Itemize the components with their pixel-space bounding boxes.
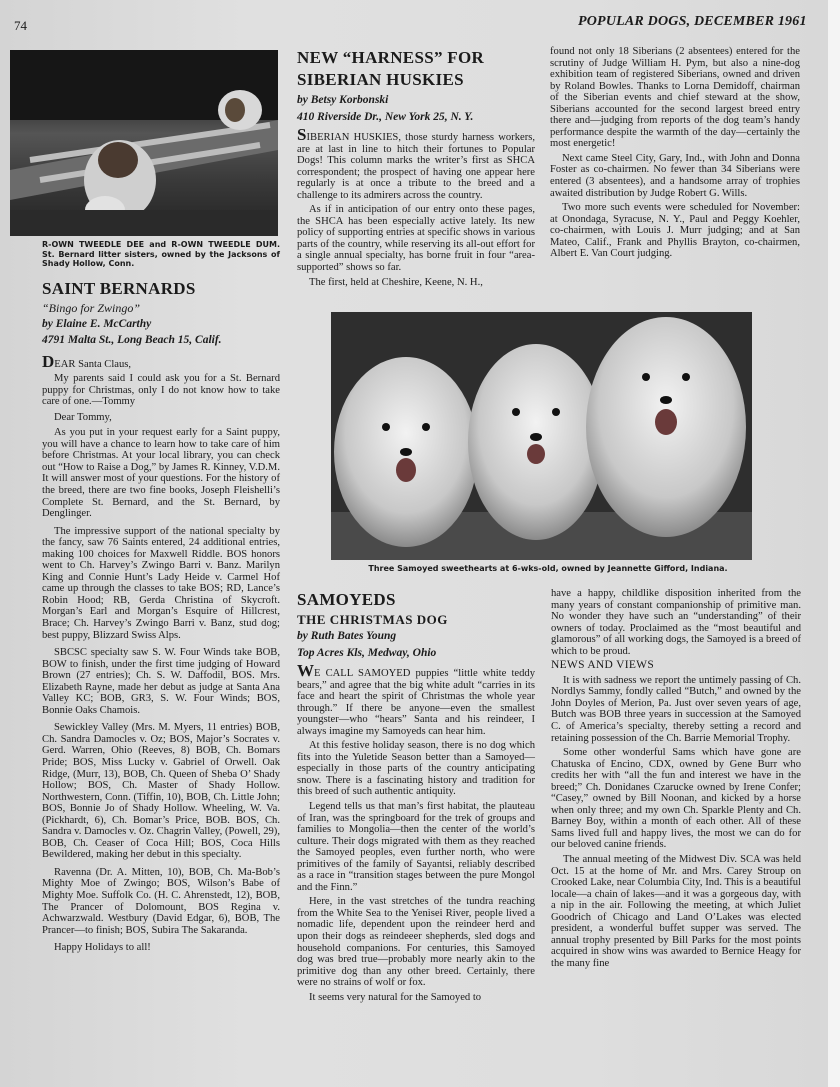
paragraph: Legend tells us that man’s first habitat, the plauteau of Iran, was the springboard for the trek of groups and families to Mongolia—then the center of the world’s culture. Their dogs migrated with them as they reached the Samoyed peoples, even further north, who were primitives of the family of Sayantsi, reliably described as a race in “transition stages between the pure Mongol and the Finn.” [297,801,535,893]
drop-cap: D [42,351,55,371]
news-and-views-heading: NEWS AND VIEWS [551,659,655,672]
left-column [42,240,280,957]
huskies-column [297,48,535,291]
huskies-address: 410 Riverside Dr., New York 25, N. Y. [297,110,474,123]
page-edge [828,0,840,1087]
samoyeds-title: SAMOYEDS [297,590,396,609]
paragraph: My parents said I could ask you for a St. Bernard puppy for Christmas, only I do not know how to take care of one.—Tommy [42,373,280,408]
running-head: POPULAR DOGS, DECEMBER 1961 [578,14,807,29]
st-bernard-photo-caption: R-OWN TWEEDLE DEE and R-OWN TWEEDLE DUM. St. Bernard litter sisters, owned by the Jacksons of Shady Hollow, Conn. [42,240,280,268]
paragraph: Here, in the vast stretches of the tundra reaching from the White Sea to the Yenisei River, people lived a nomadic life, dependent upon the reindeer herd and upon their dogs as reindeeer shepherds, sled dogs and household companions. For centuries, this Samoyed dog was bred true—probably more nearly akin to the primitive dog than any other breed. Certainly, there were no strains of wolf or fox. [297,896,535,989]
paragraph: The impressive support of the national specialty by the fancy, saw 76 Saints entered, 24 additional entries, making 100 choices for Maxwell Riddle. BOS honors went to Ch. Harvey’s Zwingo Barri v. Banz. Marilyn King and Connie Hunt’s Lady Heide v. Carmel Hof came up through the classes to take BOS; RD, Lance’s Robin Hood; RB, Gerda Christina of Skycroft. Morgan’s Earl and Morgan’s Esquire of Hillcrest, Brace; Ch. Harvey’s Zwingo Barri v. Banz, stud dog; best puppy, Blizzard Swiss Alps. [42,525,280,641]
drop-cap: S [297,125,307,144]
paragraph: Two more such events were scheduled for November: at Onondaga, Syracuse, N. Y., Paul and Peggy Koehler, co-chairmen, with Louis J. Murr judging; and at San Mateo, Calif., Frank and Phyllis Brayton, co-chairmen, Albert E. Van Court judging. [550,202,800,260]
paragraph: As you put in your request early for a Saint puppy, you will have a chance to learn how to take care of him before Christmas. At your local library, you can check out “How to Raise a Dog,” by James R. Kinney, V.D.M. It will answer most of your questions. For the history of the breed, there are two fine books, Joseph Fleishelli’s Complete St. Bernard, and the St. Bernard, by Denglinger. [42,427,280,520]
paragraph: As if in anticipation of our entry onto these pages, the SHCA has been especially active lately. Its new policy of supporting entries at specific shows in various parts of the country, while reserving its all-out effort for a single annual specialty, has borne fruit in four “area-supported” shows so far. [297,204,535,274]
samoyeds-address: Top Acres Kls, Medway, Ohio [297,646,437,659]
paragraph: Happy Holidays to all! [54,942,151,954]
paragraph: WE CALL SAMOYED puppies “little white teddy bears,” and agree that the big white adult “carries in its face and heart the spirit of Christmas the whole year through.” If there be anyone—even the smallest youngster—who “hears” Santa and his reindeer, I always imagine my Samoyeds can hear him. [297,661,535,737]
samoyeds-column [297,590,535,1006]
paragraph: At this festive holiday season, there is no dog which fits into the Yuletide Season better than a Samoyed—especially in those parts of the country anticipating snow. There is a fascinating history and tradition for this breed of such authentic antiquity. [297,740,535,798]
st-bernard-photo [10,50,278,236]
samoyed-photo [331,312,752,560]
paragraph: Ravenna (Dr. A. Mitten, 10), BOB, Ch. Ma-Bob’s Mighty Moe of Zwingo; BOS, Wilson’s Babe of Mighty Moe. Suffolk Co. (H. C. Ahrenstedt, 12), BOB, The Prancer of Dolomount, BOS Regina v. Achwarzwald. Westbury (David Edgar, 6), BOB, The Prancer—to finish; BOS, Subira The Sakaranda. [42,866,280,936]
samoyeds-continued-column [551,588,801,973]
paragraph: have a happy, childlike disposition inherited from the many years of constant companionship of primitive man. No wonder they have such an “understanding” of their owners of today. Proclaimed as the “most beautiful and glamorous” of all working dogs, the Samoyed is a breed of which to be proud. [551,588,801,657]
paragraph: Next came Steel City, Gary, Ind., with John and Donna Foster as co-chairmen. No fewer than 34 Siberians were entered (3 absentees), and a handsome array of trophies awaited distribution by Judge Robert G. Wills. [550,152,800,199]
huskies-byline: by Betsy Korbonski [297,94,389,106]
drop-cap: W [297,661,314,680]
huskies-title-line2: SIBERIAN HUSKIES [297,70,464,89]
paragraph: It seems very natural for the Samoyed to [309,991,482,1003]
huskies-title-line1: NEW “HARNESS” FOR [297,48,485,67]
samoyeds-subtitle: THE CHRISTMAS DOG [297,612,448,627]
paragraph: Dear Tommy, [54,411,112,423]
st-bernard-photo-illustration [10,50,278,236]
paragraph: Sewickley Valley (Mrs. M. Myers, 11 entries) BOB, Ch. Sandra Damocles v. Oz; BOS, Major’s Socrates v. Gerd. Warren, Ohio (Reeves, 8) BOB, Ch. Bomars Pride; BOS, Miss Lucky v. Gabriel of Orwell. Oak Ridge, (Murr, 13), BOB, Ch. Queen of Sheba O’ Shady Hollow; BOS, Ch. Master of Shady Hollow. Northwestern, Conn. (Tiffin, 10), BOB, Ch. Little John; BOS, Bonnie Jo of Shady Hollow. Wheeling, W. Va. (Pickhardt, 6), Ch. Bomar’s Price, BOB. BOS, Ch. Sandra v. Damocles v. Oz. Chagrin Valley, (Powell, 29), BOB, Ch. Ceaser of Coca Hill; BOS, Coca Hills Bewildered, making her debut in this specialty. [42,722,280,861]
saint-bernards-byline: by Elaine E. McCarthy [42,317,152,330]
paragraph: It is with sadness we report the untimely passing of Ch. Nordlys Sammy, fondly called “Butch,” and owned by the John Doyles of Merion, Pa. Just over seven years of age, Butch was BOB three years in succession at the Samoyed C. of America’s specialty, thereby setting a record and retaining possession of the Ch. Barrie Memorial Trophy. [551,674,801,744]
saint-bernards-subtitle: “Bingo for Zwingo” [42,300,141,315]
saint-bernards-title: SAINT BERNARDS [42,278,196,298]
samoyed-photo-illustration [331,312,752,560]
page-number: 74 [14,18,27,33]
samoyeds-byline: by Ruth Bates Young [297,630,397,642]
paragraph: The annual meeting of the Midwest Div. SCA was held Oct. 15 at the home of Mr. and Mrs. Carey Stroup on Crooked Lake, near Columbia City, Ind. This is a beautiful locale—a chain of lakes—and it was a gorgeous day, with a nip in the air. Following the meeting, at which Juliet Goodrich of Chicago and Land O’Lakes was elected president, a wonderful buffet supper was served. The annual trophy presented by Bill Parks for the most points acquired in show wins was awarded to Bernice Heagy for the many fine [551,854,801,969]
paragraph: The first, held at Cheshire, Keene, N. H., [309,276,483,288]
paragraph: Some other wonderful Sams which have gone are Chatuska of Encino, CDX, owned by Gene Burr who credits her with “all the fun and interest we have in the breed;” Ch. Donidanes Czarucke owned by Irene Confer; “Casey,” owned by Bill Noonan, and kicked by a horse when only three; and my own Ch. Sparkle Plenty and Ch. Barney Boy, within a month of each other. All of these Sams lived full and happy lives, the most we can do for our beloved canine friends. [551,747,801,851]
huskies-continued-column [550,46,800,263]
paragraph: found not only 18 Siberians (2 absentees) entered for the scrutiny of Judge William H. Pym, but also a nine-dog exhibition team of registered Siberians, owned and driven by Roland Bowles. Thanks to Lorna Demidoff, chairman of the Siberian events and chief steward at the show, Siberians accounted for the second largest breed entry there and—judging from reports of the dog team’s handy performance despite the warmth of the day—certainly the most energetic! [550,46,800,150]
paragraph: SBCSC specialty saw S. W. Four Winds take BOB, BOW to finish, under the first time judging of Howard Brown (27 entries); Ch. S. W. Daffodil, BOS. Mrs. Elizabeth Rayne, made her debut as judge at Santa Ana Valley KC; BOB, GR3, S. W. Four Winds; BOS, Bonnie Oaks Chamois. [42,647,280,716]
samoyed-photo-caption: Three Samoyed sweethearts at 6-wks-old, owned by Jeannette Gifford, Indiana. [368,564,728,573]
paragraph: SIBERIAN HUSKIES, those sturdy harness workers, are at last in line to hitch their fortunes to Popular Dogs! This column marks the writer’s first as SHCA correspondent; the prospect of having one appear here regularly is at once a tribute to the breed and a challenge to its admirers across the country. [297,125,535,201]
saint-bernards-address: 4791 Malta St., Long Beach 15, Calif. [42,334,222,346]
saint-bernards-salutation: DEAR Santa Claus, [42,351,132,371]
